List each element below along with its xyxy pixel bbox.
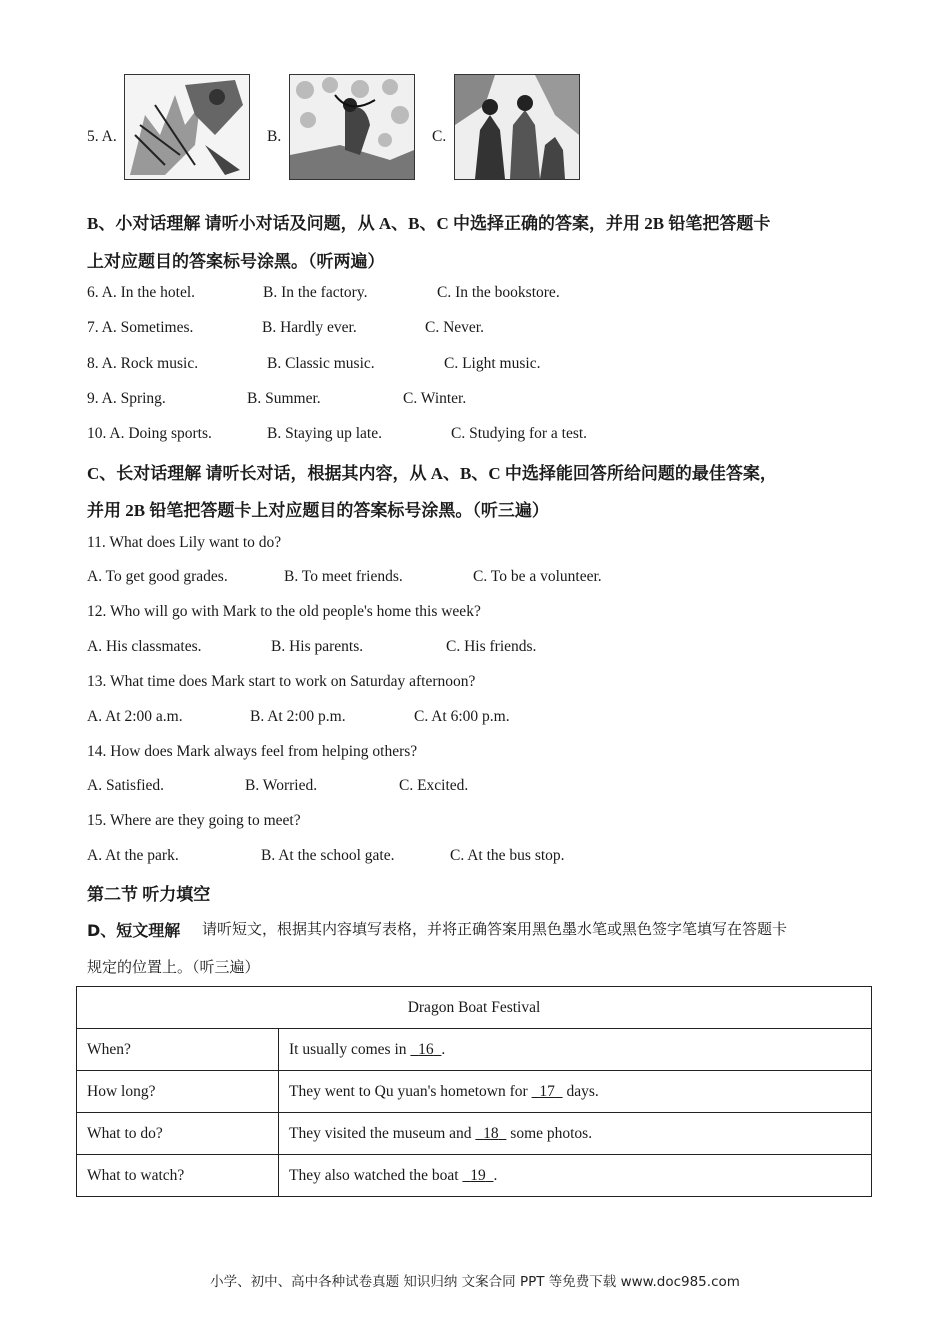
option-a: A. Satisfied. <box>87 777 165 794</box>
answer-blank[interactable] <box>532 1083 563 1100</box>
section-d-instruction-line2: 规定的位置上。（听三遍） <box>87 960 260 976</box>
row-content <box>279 1029 872 1071</box>
option-a: 7. A. Sometimes. <box>87 319 194 336</box>
option-c: C. Excited. <box>399 777 469 794</box>
section-b-heading-line2: 上对应题目的答案标号涂黑。（听两遍） <box>87 252 385 271</box>
question-12-text: 12. Who will go with Mark to the old people's home this week? <box>87 603 481 620</box>
content-before: It usually comes in <box>289 1040 411 1058</box>
row-content <box>279 1071 872 1113</box>
table-row <box>77 1113 872 1155</box>
option-b: B. Worried. <box>245 777 318 794</box>
row-content <box>279 1113 872 1155</box>
blank-number: 16 <box>418 1040 434 1058</box>
option-b: B. Staying up late. <box>267 425 382 442</box>
blank-number: 17 <box>539 1082 555 1100</box>
content-after: . <box>441 1040 446 1058</box>
row-label: What to watch? <box>77 1155 279 1197</box>
answer-blank[interactable] <box>475 1125 506 1142</box>
section-d-instruction: 请听短文，根据其内容填写表格，并将正确答案用黑色墨水笔或黑色签字笔填写在答题卡 <box>202 922 788 938</box>
option-c: C. To be a volunteer. <box>473 568 602 585</box>
option-a: 8. A. Rock music. <box>87 355 199 372</box>
option-c: C. At 6:00 p.m. <box>414 708 510 725</box>
option-a: 9. A. Spring. <box>87 390 166 407</box>
option-a: 10. A. Doing sports. <box>87 425 212 442</box>
q5-picture-c <box>454 74 580 180</box>
table-title: Dragon Boat Festival <box>77 987 872 1029</box>
row-label: How long? <box>77 1071 279 1113</box>
answer-blank[interactable] <box>462 1167 493 1184</box>
content-before: They went to Qu yuan's hometown for <box>289 1082 532 1100</box>
table-title-row <box>77 987 872 1029</box>
answer-blank[interactable] <box>410 1041 441 1058</box>
row-label: What to do? <box>77 1113 279 1155</box>
q5-label-a: 5. A. <box>87 128 117 145</box>
option-b: B. To meet friends. <box>284 568 403 585</box>
content-after: . <box>493 1166 498 1184</box>
row-label: When? <box>77 1029 279 1071</box>
option-a: A. At the park. <box>87 847 179 864</box>
q5-label-b: B. <box>267 128 282 145</box>
listening-table <box>76 986 872 1197</box>
q5-picture-b <box>289 74 415 180</box>
q5-label-c: C. <box>432 128 447 145</box>
content-after: some photos. <box>506 1124 593 1142</box>
option-b: B. In the factory. <box>263 284 368 301</box>
question-13-text: 13. What time does Mark start to work on Saturday afternoon? <box>87 673 476 690</box>
option-b: B. His parents. <box>271 638 364 655</box>
blank-number: 18 <box>483 1124 499 1142</box>
option-c: C. Never. <box>425 319 484 336</box>
page-footer: 小学、初中、高中各种试卷真题 知识归纳 文案合同 PPT 等免费下载 www.doc985.com <box>210 1274 740 1290</box>
option-c: C. Light music. <box>444 355 541 372</box>
question-15-text: 15. Where are they going to meet? <box>87 812 301 829</box>
section-d-label: D、短文理解 <box>87 921 181 940</box>
option-a: A. His classmates. <box>87 638 202 655</box>
content-before: They visited the museum and <box>289 1124 476 1142</box>
table-row <box>77 1155 872 1197</box>
q5-picture-a <box>124 74 250 180</box>
part-2-title: 第二节 听力填空 <box>87 885 211 904</box>
section-c-heading-line1: C、长对话理解 请听长对话，根据其内容，从 A、B、C 中选择能回答所给问题的最佳答案， <box>87 464 777 483</box>
option-b: B. Classic music. <box>267 355 375 372</box>
table-row <box>77 1071 872 1113</box>
question-11-text: 11. What does Lily want to do? <box>87 534 282 551</box>
option-b: B. At the school gate. <box>261 847 395 864</box>
option-b: B. At 2:00 p.m. <box>250 708 346 725</box>
option-c: C. In the bookstore. <box>437 284 560 301</box>
content-before: They also watched the boat <box>289 1166 463 1184</box>
section-b-heading-line1: B、小对话理解 请听小对话及问题，从 A、B、C 中选择正确的答案，并用 2B 铅笔把答题卡 <box>87 214 771 233</box>
option-c: C. Studying for a test. <box>451 425 588 442</box>
section-c-heading-line2: 并用 2B 铅笔把答题卡上对应题目的答案标号涂黑。（听三遍） <box>87 501 549 520</box>
option-c: C. At the bus stop. <box>450 847 565 864</box>
option-c: C. Winter. <box>403 390 467 407</box>
question-14-text: 14. How does Mark always feel from helping others? <box>87 743 418 760</box>
table-row <box>77 1029 872 1071</box>
option-b: B. Summer. <box>247 390 321 407</box>
content-after: days. <box>562 1082 599 1100</box>
blank-number: 19 <box>470 1166 486 1184</box>
option-a: A. To get good grades. <box>87 568 228 585</box>
option-a: 6. A. In the hotel. <box>87 284 196 301</box>
option-a: A. At 2:00 a.m. <box>87 708 183 725</box>
option-b: B. Hardly ever. <box>262 319 357 336</box>
row-content <box>279 1155 872 1197</box>
option-c: C. His friends. <box>446 638 537 655</box>
